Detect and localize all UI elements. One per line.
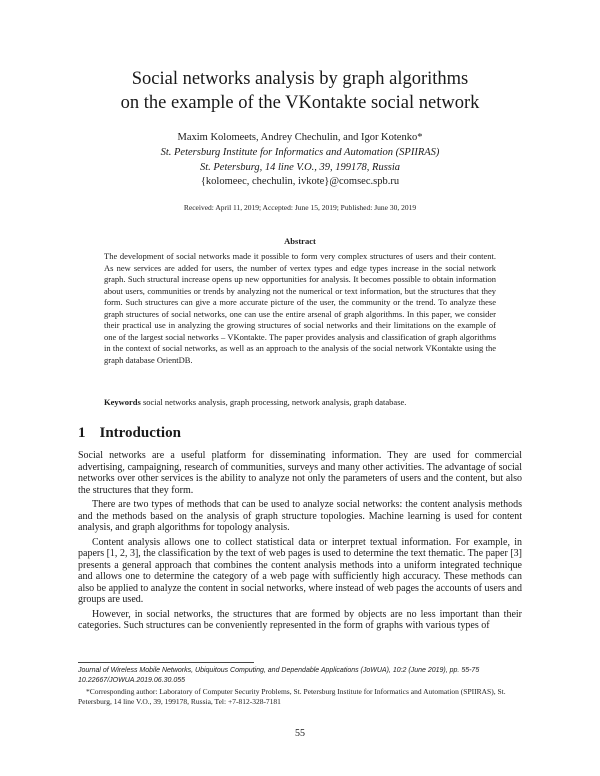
section-title: Introduction — [99, 425, 181, 441]
author-emails: {kolomeec, chechulin, ivkote}@comsec.spb.ru — [200, 176, 400, 187]
journal-citation: Journal of Wireless Mobile Networks, Ubiquitous Computing, and Dependable Applications (JoWUA), 10:2 (June 2019), pp. 55-75 — [78, 667, 480, 674]
paragraph: There are two types of methods that can be used to analyze social networks: the content analysis methods and the methods based on the analysis of graph structure topologies. Machine learning is used for content analysis, and graph algorithms for topology analysis. — [78, 499, 522, 533]
abstract-heading: Abstract — [284, 236, 316, 246]
keywords-line — [104, 397, 504, 407]
publication-dates: Received: April 11, 2019; Accepted: June 15, 2019; Published: June 30, 2019 — [183, 203, 417, 212]
paper-title-line1: Social networks analysis by graph algorithms — [131, 69, 469, 89]
corresponding-author-note: *Corresponding author: Laboratory of Computer Security Problems, St. Petersburg Institute for Informatics and Automation (SPIIRAS), St. Petersburg, 14 line V.O., 39, 199178, Russia, Tel: +7-812-328-7181 — [78, 687, 506, 706]
institute-address: St. Petersburg, 14 line V.O., 39, 199178, Russia — [199, 161, 401, 173]
author-list: Maxim Kolomeets, Andrey Chechulin, and Igor Kotenko* — [177, 132, 423, 143]
body-text — [78, 450, 522, 632]
abstract-text: The development of social networks made it possible to form very complex structures of users and their content. As new services are added for users, the number of vertex types and edge types increase in the social network graph. Such structural increase opens up new opportunities for analysis. It becomes possible to obtain information about users, communities or trends by analyzing not the numerical or text information, but the structures that they form. Such structures can give a more accurate picture of the user, the community or the trend. To analyze these graph structures of social networks, one can use the entire arsenal of graph algorithms. In this paper, we consider their practical use in analyzing the growing structures of social networks and their limitations on the example of one of the largest social networks – VKontakte. The paper provides analysis and classification of graph algorithms in the context of social networks, as well as an approach to the analysis of the social network VKontakte using the graph database OrientDB. — [104, 251, 496, 365]
section-number: 1 — [78, 425, 86, 441]
section-heading — [78, 425, 195, 442]
keywords-text: social networks analysis, graph processing, network analysis, graph database. — [142, 397, 407, 407]
doi-link[interactable]: 10.22667/JOWUA.2019.06.30.055 — [78, 677, 186, 684]
paragraph: However, in social networks, the structures that are formed by objects are no less important than their categories. Such structures can be conveniently represented in the form of graphs with various types of — [78, 608, 522, 631]
paper-title-line2: on the example of the VKontakte social network — [120, 93, 480, 113]
page-number: 55 — [295, 728, 305, 739]
footnote-divider — [78, 662, 254, 663]
institute-name: St. Petersburg Institute for Informatics and Automation (SPIIRAS) — [160, 147, 440, 158]
paragraph: Content analysis allows one to collect statistical data or interpret textual information. For example, in papers [1, 2, 3], the classification by the text of web pages is used to determine the text thematic. The paper [3] presents a general approach that combines the content analysis methods into a uniform integrated technique and allows one to determine the category of a web page with sufficiently high accuracy. These methods can also be applied to analyze the content in social networks, where instead of web pages the accounts of users and groups are used. — [78, 536, 522, 605]
paper-title — [0, 67, 600, 115]
footnote-block — [78, 666, 524, 707]
keywords-label: Keywords — [104, 397, 141, 407]
paragraph: Social networks are a useful platform for disseminating information. They are used for commercial advertising, campaigning, research of communities, surveys and many other activities. The advantage of social networks over other services is the ability to analyze not only the parameters of users and the content, but also the structures that they form. — [78, 450, 522, 496]
affiliation-block — [0, 146, 600, 190]
